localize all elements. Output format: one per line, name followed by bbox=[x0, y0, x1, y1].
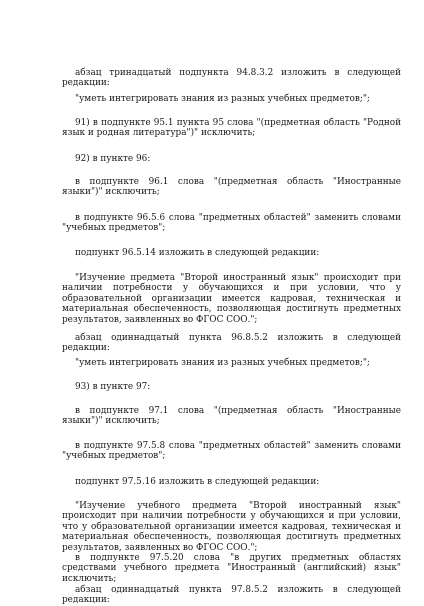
paragraph-8: "Изучение предмета "Второй иностранный язык" происходит при наличии потребности у обучающихся и при условии, что у образовательной организации имеется кадровая, техническая и материальная обеспеченность, позволяющая достигнуть предметных результатов, заявленных во ФГОС СОО."; bbox=[62, 273, 401, 325]
paragraph-14: подпункт 97.5.16 изложить в следующей редакции: bbox=[75, 477, 320, 487]
paragraph-15: "Изучение учебного предмета "Второй иностранный язык" происходит при наличии потребности у обучающихся и при условии, что у образовательной организации имеется кадровая, техническая и материальная обеспеченность, позволяющая достигнуть предметных результатов, заявленных во ФГОС СОО."; bbox=[62, 501, 401, 553]
paragraph-1: абзац тринадцатый подпункта 94.8.3.2 изложить в следующей редакции: bbox=[62, 68, 401, 89]
paragraph-16: в подпункте 97.5.20 слова "в других предметных областях средствами учебного предмета "Иностранный (английский) язык" исключить; bbox=[62, 553, 401, 584]
paragraph-13: в подпункте 97.5.8 слова "предметных областей" заменить словами "учебных предметов"; bbox=[62, 441, 401, 462]
paragraph-6: в подпункте 96.5.6 слова "предметных областей" заменить словами "учебных предметов"; bbox=[62, 213, 401, 234]
paragraph-11: 93) в пункте 97: bbox=[75, 382, 151, 392]
paragraph-9: абзац одиннадцатый пункта 96.8.5.2 изложить в следующей редакции: bbox=[62, 333, 401, 354]
paragraph-2: "уметь интегрировать знания из разных учебных предметов;"; bbox=[75, 94, 370, 104]
paragraph-3: 91) в подпункте 95.1 пункта 95 слова "(предметная область "Родной язык и родная литература")" исключить; bbox=[62, 118, 401, 139]
paragraph-17: абзац одиннадцатый пункта 97.8.5.2 изложить в следующей редакции: bbox=[62, 585, 401, 606]
paragraph-7: подпункт 96.5.14 изложить в следующей редакции: bbox=[75, 248, 320, 258]
paragraph-4: 92) в пункте 96: bbox=[75, 154, 151, 164]
paragraph-12: в подпункте 97.1 слова "(предметная область "Иностранные языки")" исключить; bbox=[62, 406, 401, 427]
paragraph-10: "уметь интегрировать знания из разных учебных предметов;"; bbox=[75, 358, 370, 368]
paragraph-5: в подпункте 96.1 слова "(предметная область "Иностранные языки")" исключить; bbox=[62, 177, 401, 198]
